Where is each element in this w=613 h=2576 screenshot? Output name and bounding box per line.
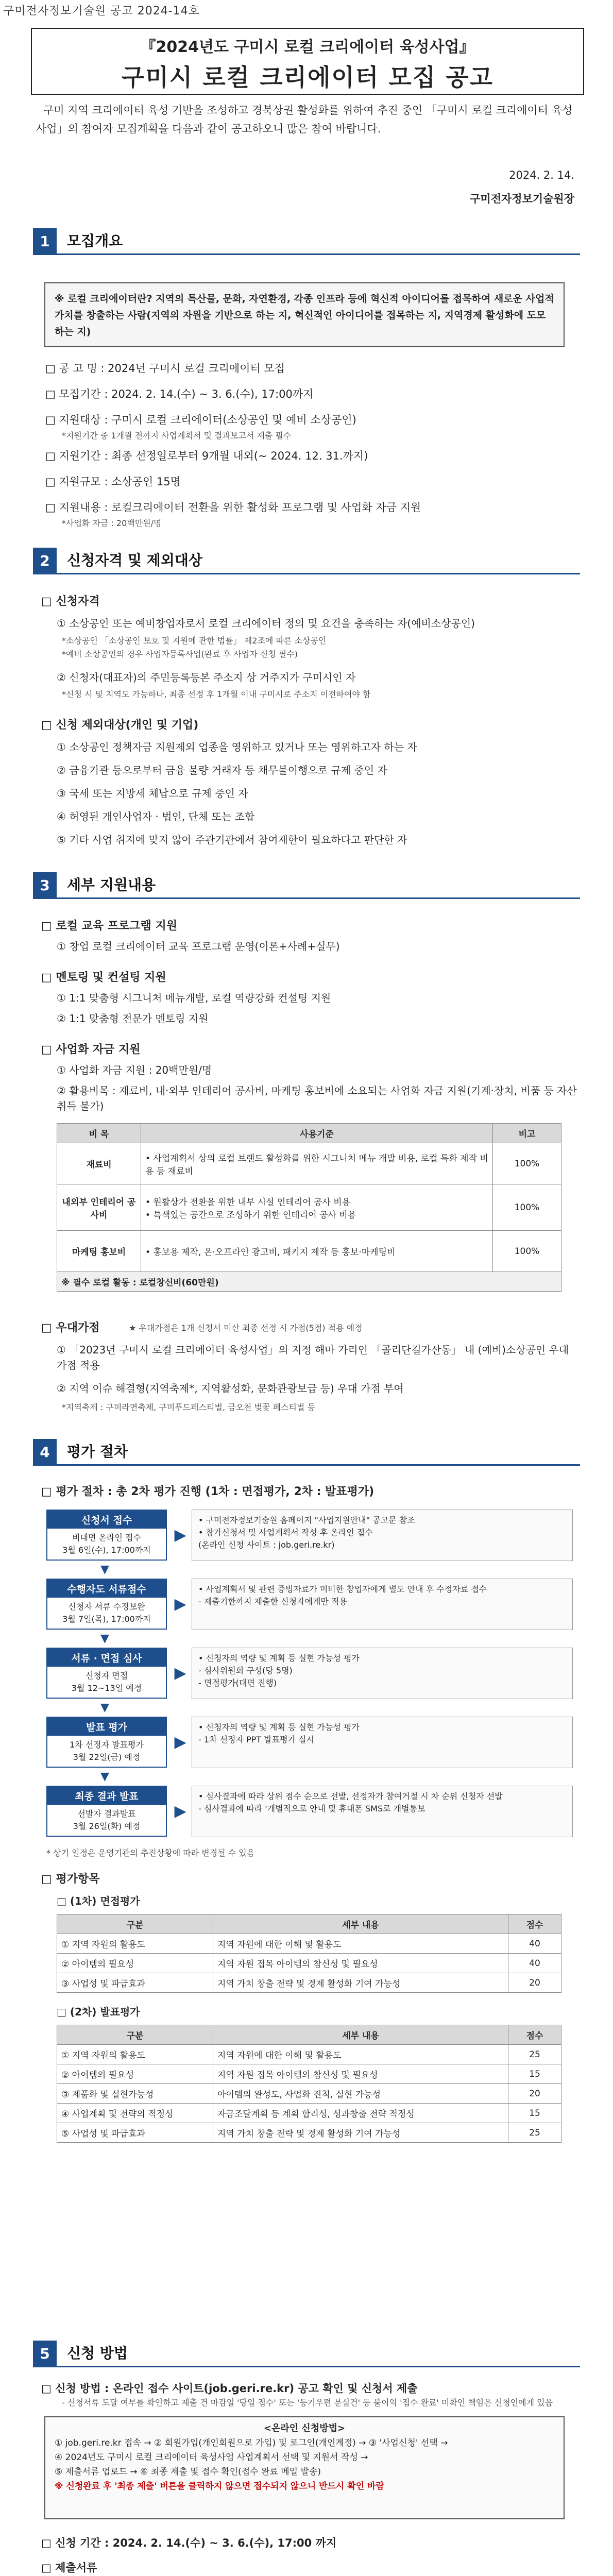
table-row: [57, 1231, 561, 1272]
preference-heading: □ 우대가점: [41, 1321, 100, 1334]
arrow-right-icon: ▶: [174, 1802, 186, 1820]
table-header-row: [57, 1914, 561, 1934]
table-row: [57, 1954, 561, 1973]
flow-step: [46, 1786, 167, 1837]
support-item: ① 사업화 자금 지원 : 20백만원/명: [57, 1064, 212, 1076]
title-box: [31, 28, 584, 95]
announcement-number: 구미전자정보기술원 공고 2024-14호: [3, 5, 200, 18]
table-row: [57, 2084, 561, 2104]
qualification-note: *신청 시 및 지역도 가능하나, 최종 선정 후 1개월 이내 구미시로 주소지 이전하여야 함: [62, 689, 371, 699]
table-cell: 25: [508, 2123, 561, 2143]
overview-note: *사업화 자금 : 20백만원/명: [62, 518, 162, 528]
table-cell: 지역 가치 창출 전략 및 경제 활성화 기여 가능성: [213, 1973, 508, 1993]
flow-step-title: 수행자도 서류점수: [47, 1580, 166, 1598]
support-item: ② 활용비목 : 재료비, 내·외부 인테리어 공사비, 마케팅 홍보비에 소요되는 사업화 자금 지원(기계·장치, 비품 등 자산취득 불가): [57, 1084, 577, 1112]
table-header: 점수: [508, 2025, 561, 2045]
evaluation-heading: □ 평가 절차 : 총 2차 평가 진행 (1차 : 면접평가, 2차 : 발표평가): [41, 1485, 374, 1498]
exclusion-item: ⑤ 기타 사업 취지에 맞지 않아 주관기관에서 참여제한이 필요하다고 판단한 자: [57, 834, 407, 846]
arrow-right-icon: ▶: [174, 1595, 186, 1613]
table-header: 구분: [57, 2025, 213, 2045]
flow-step-desc: • 심사결과에 따라 상위 점수 순으로 선발, 선정자가 참여거절 시 차 순위 신청자 선발 - 심사결과에 따라 '개별적으로 안내 및 휴대폰 SMS로 개별통보: [192, 1786, 573, 1837]
table-footer-row: [57, 1272, 561, 1292]
preference-item: ① 「2023년 구미시 로컬 크리에이터 육성사업」의 지정 해마 가리인 「골리단길가산동」 내 (예비)소상공인 우대 가점 적용: [57, 1344, 569, 1371]
flow-step-desc: • 신청자의 역량 및 계획 등 실현 가능성 평가 - 1차 선정자 PPT 발표평가 실시: [192, 1717, 573, 1768]
presentation-eval-title: □ (2차) 발표평가: [57, 2006, 140, 2018]
page-title: 구미시 로컬 크리에이터 모집 공고: [121, 63, 494, 91]
table-cell: ③ 사업성 및 파급효과: [57, 1973, 213, 1993]
flow-step-desc: • 구미전자정보기술원 홈페이지 "사업지원안내" 공고문 참조 • 참가신청서 및 사업계획서 작성 후 온라인 접수 (온라인 신청 사이트 : job.geri.re.kr): [192, 1510, 573, 1561]
section-title: 신청자격 및 제외대상: [67, 552, 202, 569]
interview-eval-table: [57, 1914, 561, 1993]
table-cell: 40: [508, 1934, 561, 1954]
section-title: 신청 방법: [67, 2345, 128, 2362]
online-apply-step: ⑤ 제출서류 업로드 → ⑥ 최종 제출 및 접수 확인(접수 완료 메일 발송): [55, 2467, 321, 2477]
table-cell: ① 지역 자원의 활용도: [57, 2045, 213, 2064]
table-header: 비고: [493, 1124, 561, 1143]
support-heading: □ 사업화 자금 지원: [41, 1043, 141, 1056]
table-cell: • 홍보용 제작, 온·오프라인 광고비, 패키지 제작 등 홍보·마케팅비: [141, 1231, 493, 1272]
support-heading: □ 로컬 교육 프로그램 지원: [41, 920, 177, 933]
table-header: 세부 내용: [213, 1914, 508, 1934]
overview-item: □ 공 고 명 : 2024년 구미시 로컬 크리에이터 모집: [45, 362, 285, 375]
flow-step: [46, 1648, 167, 1699]
overview-note: *지원기간 중 1개월 전까지 사업계획서 및 결과보고서 제출 필수: [62, 431, 292, 440]
flow-step-body: 1차 선정자 발표평가 3월 22일(금) 예정: [70, 1740, 144, 1762]
table-row: [57, 1184, 561, 1231]
arrow-down-icon: ▼: [100, 1563, 109, 1576]
table-header: 비 목: [57, 1124, 141, 1143]
flow-step-body: 비대면 온라인 접수 3월 6일(수), 17:00까지: [62, 1533, 151, 1555]
table-cell: ① 지역 자원의 활용도: [57, 1934, 213, 1954]
arrow-right-icon: ▶: [174, 1664, 186, 1682]
apply-method-heading: □ 신청 방법 : 온라인 접수 사이트(job.geri.re.kr) 공고 확인 및 신청서 제출: [41, 2382, 418, 2395]
table-cell: 100%: [493, 1184, 561, 1231]
section-header-2: [33, 546, 580, 574]
arrow-right-icon: ▶: [174, 1733, 186, 1751]
qualification-note: *예비 소상공인의 경우 사업자등록사업(완료 후 사업자 신청 필수): [62, 649, 298, 659]
support-heading: □ 멘토링 및 컨설팅 지원: [41, 971, 166, 984]
table-cell: 지역 자원 접목 아이템의 참신성 및 필요성: [213, 1954, 508, 1973]
arrow-right-icon: ▶: [174, 1526, 186, 1544]
apply-period: □ 신청 기간 : 2024. 2. 14.(수) ~ 3. 6.(수), 17:00 까지: [41, 2537, 337, 2549]
table-cell: ② 아이템의 필요성: [57, 1954, 213, 1973]
table-row: [57, 2104, 561, 2123]
interview-eval-title: □ (1차) 면접평가: [57, 1895, 140, 1907]
table-cell: 100%: [493, 1231, 561, 1272]
table-header-row: [57, 1124, 561, 1143]
flow-step-title: 서류 · 면접 심사: [47, 1649, 166, 1667]
qualification-item: ② 신청자(대표자)의 주민등록등본 주소지 상 거주지가 구미시인 자: [57, 671, 356, 684]
table-cell: 지역 가치 창출 전략 및 경제 활성화 기여 가능성: [213, 2123, 508, 2143]
flow-step-title: 최종 결과 발표: [47, 1787, 166, 1805]
table-cell: 25: [508, 2045, 561, 2064]
qualification-heading: □ 신청자격: [41, 595, 100, 608]
table-cell: 내외부 인테리어 공사비: [57, 1184, 141, 1231]
flow-step: [46, 1510, 167, 1561]
table-cell: 100%: [493, 1143, 561, 1184]
table-cell: 자금조달계획 등 계획 합리성, 성과창출 전략 적정성: [213, 2104, 508, 2123]
table-header-row: [57, 2025, 561, 2045]
section-header-5: [33, 2339, 580, 2367]
section-number: 5: [33, 2341, 57, 2367]
announce-date: 2024. 2. 14.: [509, 169, 574, 181]
flow-step-title: 발표 평가: [47, 1718, 166, 1736]
preference-note: *지역축제 : 구미라면축제, 구미푸드페스티벌, 금오천 벚꽃 페스티벌 등: [62, 1402, 315, 1412]
table-cell: ④ 사업계획 및 전략의 적정성: [57, 2104, 213, 2123]
table-cell: 40: [508, 1954, 561, 1973]
presentation-eval-table: [57, 2025, 561, 2143]
documents-heading: □ 제출서류: [41, 2562, 97, 2574]
table-cell: 마케팅 홍보비: [57, 1231, 141, 1272]
table-header: 점수: [508, 1914, 561, 1934]
flow-step-desc: • 신청자의 역량 및 계획 등 실현 가능성 평가 - 심사위원회 구성(당 5명) - 면접평가(대면 진행): [192, 1648, 573, 1699]
flow-step-body: 선발자 결과발표 3월 26일(화) 예정: [73, 1809, 141, 1831]
apply-method-note: - 신청서류 도달 여부를 확인하고 제출 건 마감일 '당일 접수' 또는 '등기우편 분실건' 등 불이익 '접수 완료' 미확인 책임은 신청인에게 있음: [62, 2398, 553, 2408]
title-subtitle: 『2024년도 구미시 로컬 크리에이터 육성사업』: [140, 38, 475, 56]
arrow-down-icon: ▼: [100, 1701, 109, 1714]
arrow-down-icon: ▼: [100, 1770, 109, 1783]
overview-item: □ 모집기간 : 2024. 2. 14.(수) ~ 3. 6.(수), 17:00까지: [45, 388, 314, 400]
flow-step-body: 신청자 서류 수정보완 3월 7일(목), 17:00까지: [62, 1602, 151, 1624]
support-item: ② 1:1 맞춤형 전문가 멘토링 지원: [57, 1012, 209, 1025]
table-row: [57, 1934, 561, 1954]
table-cell: 아이템의 완성도, 사업화 진척, 실현 가능성: [213, 2084, 508, 2104]
table-cell: 15: [508, 2104, 561, 2123]
flow-step: [46, 1717, 167, 1768]
table-cell: ⑤ 사업성 및 파급효과: [57, 2123, 213, 2143]
overview-item: □ 지원규모 : 소상공인 15명: [45, 476, 181, 488]
support-item: ① 창업 로컬 크리에이터 교육 프로그램 운영(이론+사례+실무): [57, 940, 340, 953]
table-row: [57, 2064, 561, 2084]
section-title: 세부 지원내용: [67, 876, 156, 893]
section-title: 평가 절차: [67, 1443, 128, 1460]
table-header: 사용기준: [141, 1124, 493, 1143]
section-number: 3: [33, 872, 57, 899]
qualification-note: *소상공인 「소상공인 보호 및 지원에 관한 법률」 제2조에 따른 소상공인: [62, 636, 327, 646]
overview-item: □ 지원대상 : 구미시 로컬 크리에이터(소상공인 및 예비 소상공인): [45, 414, 356, 426]
flow-step: [46, 1579, 167, 1630]
table-cell: 지역 자원 접목 아이템의 참신성 및 필요성: [213, 2064, 508, 2084]
exclusion-heading: □ 신청 제외대상(개인 및 기업): [41, 719, 199, 732]
section-number: 4: [33, 1439, 57, 1466]
flow-step-title: 신청서 접수: [47, 1511, 166, 1529]
overview-item: □ 지원기간 : 최종 선정일로부터 9개월 내외(~ 2024. 12. 31.까지): [45, 450, 368, 462]
overview-item: □ 지원내용 : 로컬크리에이터 전환을 위한 활성화 프로그램 및 사업화 자금 지원: [45, 501, 421, 514]
issuer: 구미전자정보기술원장: [470, 193, 574, 205]
table-cell: 지역 자원에 대한 이해 및 활용도: [213, 2045, 508, 2064]
local-creator-definition: ※ 로컬 크리에이터란? 지역의 특산물, 문화, 자연환경, 각종 인프라 등에 혁신적 아이디어를 접목하여 새로운 사업적 가치를 창출하는 사람(지역의 자원을 기반으로 하는 지, 혁신적인 아이디어를 접목하는 지, 지역경제 활성화에 도모하는 지): [44, 282, 565, 347]
table-cell: 재료비: [57, 1143, 141, 1184]
arrow-down-icon: ▼: [100, 1632, 109, 1645]
schedule-note: * 상기 일정은 운영기관의 추진상황에 따라 변경될 수 있음: [46, 1848, 255, 1858]
table-cell: ② 아이템의 필요성: [57, 2064, 213, 2084]
exclusion-item: ① 소상공인 정책자금 지원제외 업종을 영위하고 있거나 또는 영위하고자 하는 자: [57, 741, 417, 753]
table-cell: 지역 자원에 대한 이해 및 활용도: [213, 1934, 508, 1954]
table-header: 구분: [57, 1914, 213, 1934]
exclusion-item: ③ 국세 또는 지방세 체납으로 규제 중인 자: [57, 787, 248, 800]
table-cell: • 사업계획서 상의 로컬 브랜드 활성화를 위한 시그니처 메뉴 개발 비용, 로컬 특화 제작 비용 등 재료비: [141, 1143, 493, 1184]
intro-text: 구미 지역 크리에이터 육성 기반을 조성하고 경북상권 활성화를 위하여 추진 중인 「구미시 로컬 크리에이터 육성사업」의 참여자 모집계획을 다음과 같이 공고하오니 많은 참여 바랍니다.: [36, 104, 573, 135]
table-cell: 20: [508, 2084, 561, 2104]
section-number: 1: [33, 228, 57, 255]
preference-item: ② 지역 이슈 해결형(지역축제*, 지역활성화, 문화관광보급 등) 우대 가점 부여: [57, 1382, 404, 1395]
section-header-4: [33, 1437, 580, 1466]
section-header-3: [33, 871, 580, 899]
online-apply-box: [44, 2416, 565, 2519]
section-number: 2: [33, 548, 57, 574]
section-title: 모집개요: [67, 232, 123, 249]
online-apply-step: ④ 2024년도 구미시 로컬 크리에이터 육성사업 사업계획서 선택 및 지원서 작성 →: [55, 2452, 368, 2463]
flow-step-desc: • 사업계획서 및 관련 증빙자료가 미비한 창업자에게 별도 안내 후 수정자료 접수 - 제출기한까지 제출한 신청자에게만 적용: [192, 1579, 573, 1630]
preference-note: ★ 우대가점은 1개 신청서 미산 최종 선정 시 가점(5점) 적용 예정: [129, 1323, 363, 1333]
exclusion-item: ② 금융기관 등으로부터 금융 불량 거래자 등 채무불이행으로 규제 중인 자: [57, 764, 387, 776]
support-item: ① 1:1 맞춤형 시그니처 메뉴개발, 로컬 역량강화 컨설팅 지원: [57, 992, 331, 1004]
table-header: 세부 내용: [213, 2025, 508, 2045]
funding-table: [57, 1123, 561, 1292]
online-apply-caption: <온라인 신청방법>: [263, 2423, 346, 2434]
qualification-item: ① 소상공인 또는 예비창업자로서 로컬 크리에이터 정의 및 요건을 충족하는 자(예비소상공인): [57, 617, 475, 630]
table-row: [57, 1973, 561, 1993]
table-cell: • 원활상가 전환을 위한 내부 시설 인테리어 공사 비용 • 특색있는 공간으로 조성하기 위한 인테리어 공사 비용: [141, 1184, 493, 1231]
online-apply-warning: ※ 신청완료 후 '최종 제출' 버튼을 클릭하지 않으면 접수되지 않으니 반드시 확인 바람: [55, 2481, 384, 2492]
evaluation-criteria-heading: □ 평가항목: [41, 1873, 100, 1886]
online-apply-step: ① job.geri.re.kr 접속 → ② 회원가입(개인회원으로 가입) 및 로그인(개인계정) → ③ '사업신청' 선택 →: [55, 2438, 448, 2448]
section-header-1: [33, 227, 580, 255]
table-cell: ③ 제품화 및 실현가능성: [57, 2084, 213, 2104]
table-row: [57, 2123, 561, 2143]
table-row: [57, 1143, 561, 1184]
table-cell: 20: [508, 1973, 561, 1993]
table-footer: ※ 필수 로컬 활동 : 로컬창신비(60만원): [57, 1272, 561, 1292]
flow-step-body: 신청자 면접 3월 12~13일 예정: [71, 1671, 142, 1693]
table-row: [57, 2045, 561, 2064]
exclusion-item: ④ 허영된 개인사업자 · 법인, 단체 또는 조합: [57, 810, 255, 823]
table-cell: 15: [508, 2064, 561, 2084]
